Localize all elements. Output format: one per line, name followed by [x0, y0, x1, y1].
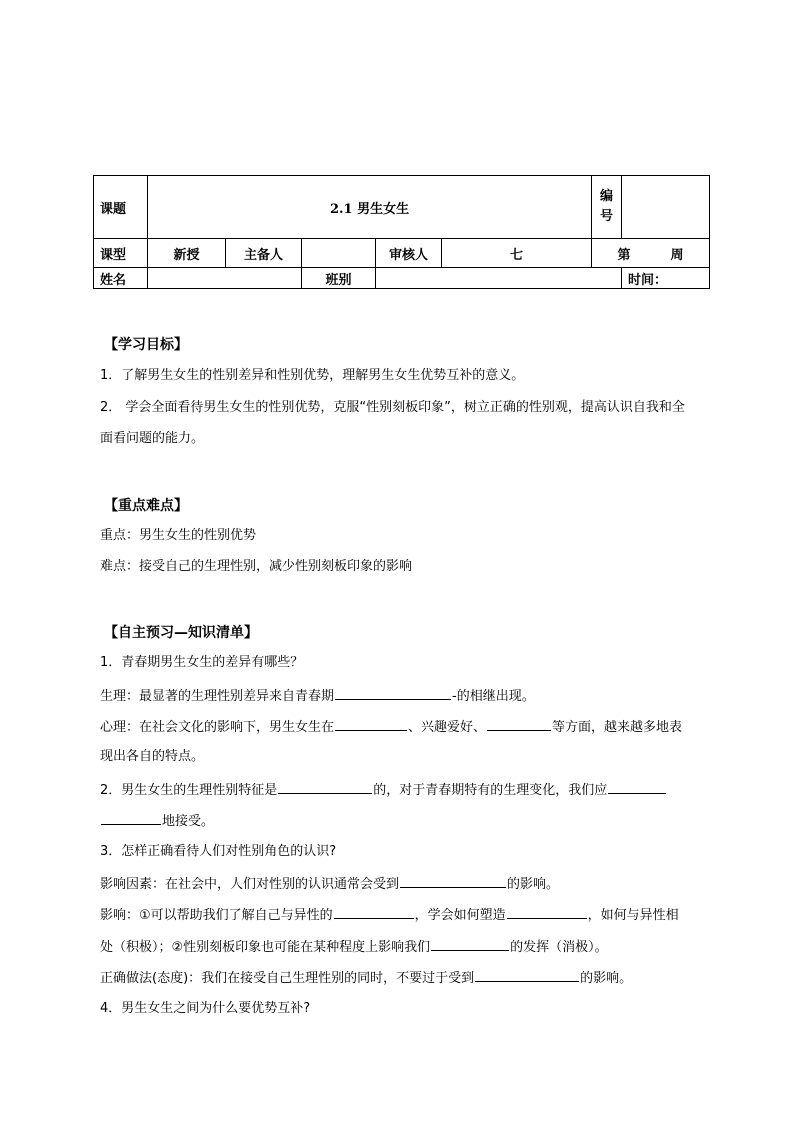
lesson-label: 课题: [94, 176, 148, 239]
question-4: 4．男生女生之间为什么要优势互补?: [100, 1001, 311, 1016]
class-value[interactable]: [376, 268, 622, 289]
blank-q2-2b[interactable]: [101, 810, 161, 825]
objectives-title: 【学习目标】: [104, 337, 188, 353]
lesson-header-table: [93, 175, 710, 289]
question-3: 3．怎样正确看待人们对性别角色的认识?: [100, 844, 337, 859]
name-value[interactable]: [148, 268, 302, 289]
week-cell: [592, 239, 710, 268]
blank-effect-1[interactable]: [334, 904, 414, 919]
effect-line-2: 处（积极）；②性别刻板印象也可能在某种程度上影响我们 的发挥（消极）。: [100, 936, 608, 958]
question-1: 1．青春期男生女生的差异有哪些？: [100, 655, 304, 670]
objective-item-2a: 2． 学会全面看待男生女生的性别优势，克服“性别刻板印象”，树立正确的性别观，提高认识自我和全: [100, 400, 685, 415]
blank-effect-2[interactable]: [507, 904, 587, 919]
key-point: 重点：男生女生的性别优势: [100, 528, 257, 543]
type-value: 新授: [148, 239, 226, 268]
reviewer-label: 审核人: [376, 239, 442, 268]
blank-effect-3[interactable]: [431, 936, 509, 951]
week-prefix: 第: [617, 247, 631, 263]
psych-line-2: 现出各自的特点。: [100, 749, 205, 764]
lesson-title: 2.1 男生女生: [148, 176, 592, 239]
blank-psych-2[interactable]: [487, 716, 551, 731]
preparer-label: 主备人: [226, 239, 302, 268]
blank-q2-2a[interactable]: [608, 779, 666, 794]
objective-item-2b: 面看问题的能力。: [100, 431, 205, 446]
blank-factor[interactable]: [400, 873, 506, 888]
grade-value: 七: [442, 239, 592, 268]
blank-psych-1[interactable]: [335, 716, 407, 731]
blank-q2-1[interactable]: [278, 779, 372, 794]
number-value[interactable]: [622, 176, 710, 239]
physio-line: 生理：最显著的生理性别差异来自青春期 -的相继出现。: [100, 685, 535, 707]
objective-item-1: 1．了解男生女生的性别差异和性别优势，理解男生女生优势互补的意义。: [100, 368, 525, 383]
type-label: 课型: [94, 239, 148, 268]
time-label: 时间：: [622, 268, 710, 289]
week-suffix: 周: [670, 247, 684, 263]
factor-line: 影响因素：在社会中，人们对性别的认识通常会受到 的影响。: [100, 873, 559, 895]
number-label: 编 号: [592, 176, 622, 239]
keypoints-title: 【重点难点】: [104, 498, 188, 514]
effect-line: 影响：①可以帮助我们了解自己与异性的 ，学会如何塑造 ，如何与异性相: [100, 904, 679, 926]
name-label: 姓名: [94, 268, 148, 289]
psych-line: 心理：在社会文化的影响下，男生女生在 、兴趣爱好、 等方面，越来越多地表: [100, 716, 682, 738]
attitude-line: 正确做法(态度)：我们在接受自己生理性别的同时，不要过于受到 的影响。: [100, 967, 632, 989]
question-2-line: 2．男生女生的生理性别特征是 的，对于青春期特有的生理变化，我们应: [100, 779, 667, 801]
preparer-value[interactable]: [302, 239, 376, 268]
preview-title: 【自主预习—知识清单】: [104, 625, 258, 641]
blank-physio[interactable]: [335, 685, 451, 700]
difficulty-point: 难点：接受自己的生理性别，减少性别刻板印象的影响: [100, 559, 413, 574]
blank-attitude[interactable]: [475, 967, 579, 982]
question-2-line-2: 地接受。: [100, 810, 214, 832]
class-label: 班别: [302, 268, 376, 289]
